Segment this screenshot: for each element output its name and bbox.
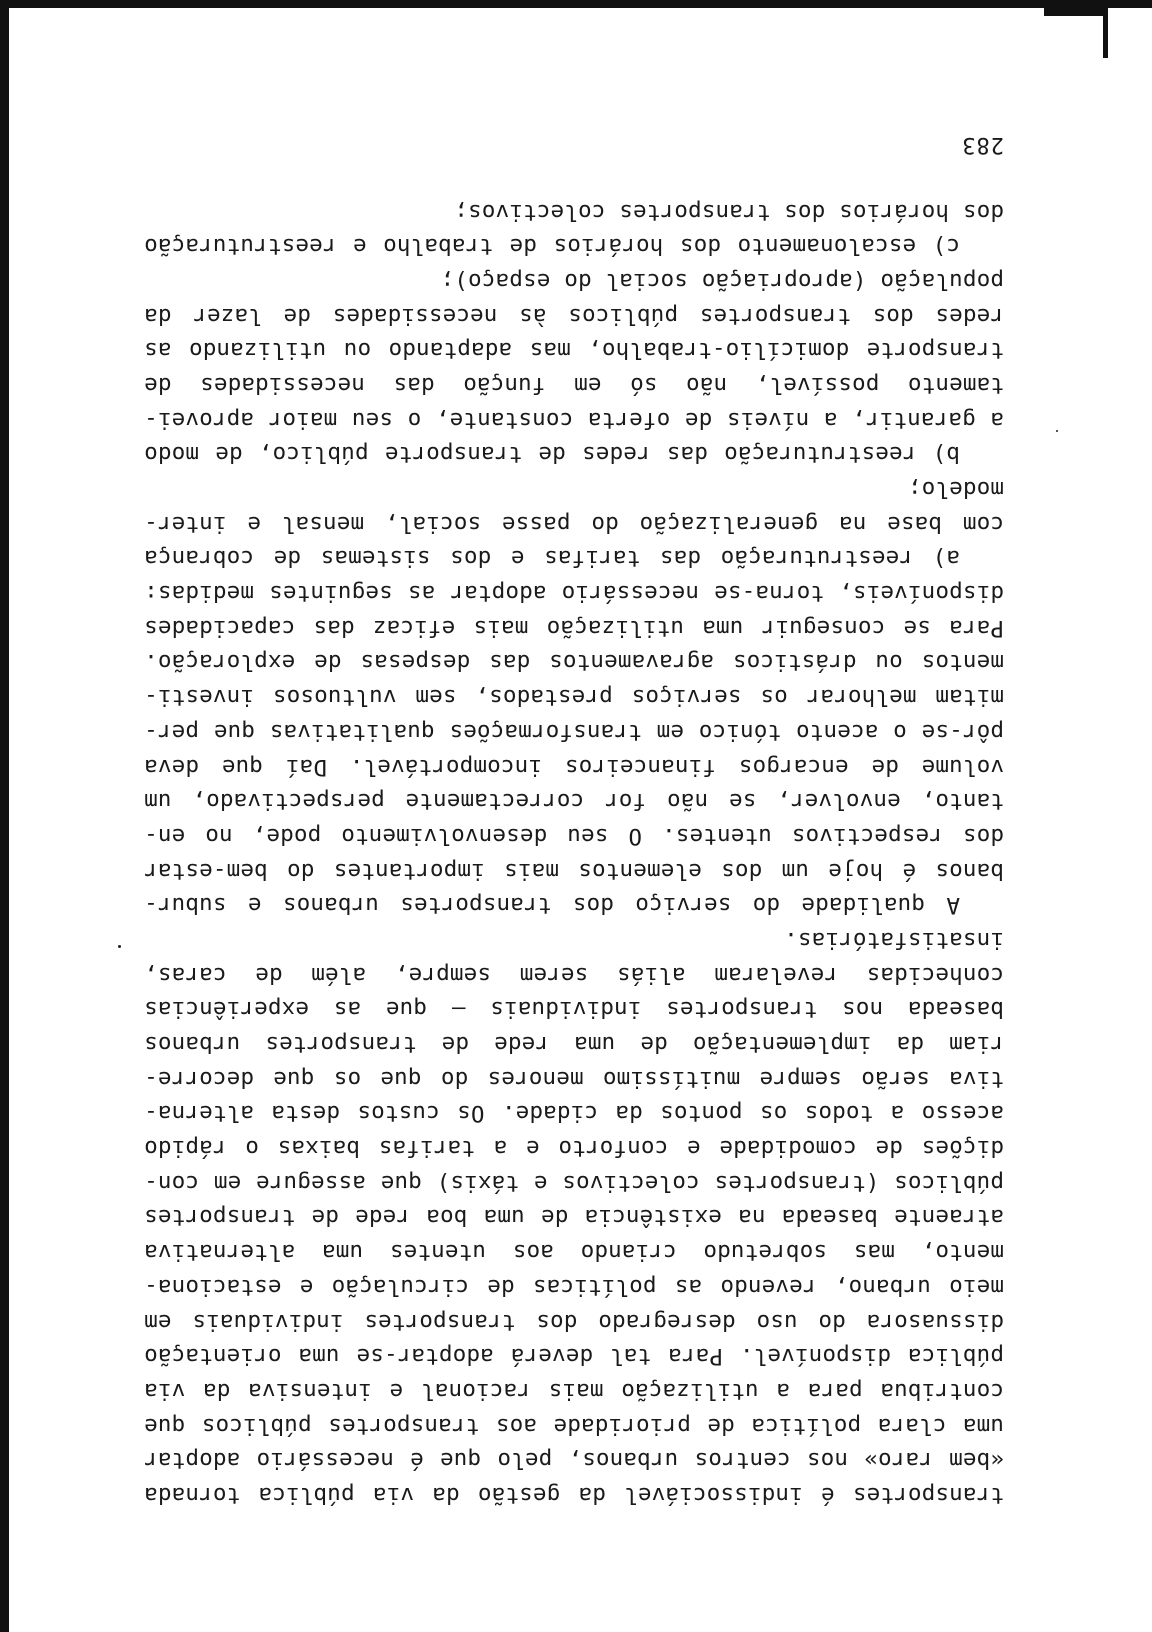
page-content [144,132,1004,1512]
text-line: «bem raro» nos centros urbanos, pelo que é necessário adoptar [144,1447,1004,1474]
text-line: disponíveis, torna-se necessário adoptar as seguintes medidas: [144,580,1004,607]
text-line: c) escalonamento dos horários de trabalho e reestruturação [144,233,960,260]
page-number: 283 [961,132,1004,157]
text-line: mitam melhorar os serviços prestados, sem vultuosos investi- [144,684,1004,711]
text-line: tiva serão sempre muitíssimo menores do que os que decorre- [144,1065,1004,1092]
text-line: pública disponível. Para tal deverá adoptar-se uma orientação [144,1343,1004,1370]
text-line: mento, mas sobretudo criando aos utentes uma alternativa [144,1239,1004,1266]
text-line: riam da implementação de uma rede de transportes urbanos [144,1031,1004,1058]
text-line: a) reestruturação das tarifas e dos sistemas de cobrança [144,545,960,572]
corner-crop-mark [1044,8,1108,26]
text-line: b) reestruturação das redes de transporte público, de modo [144,441,960,468]
text-line: públicos (transportes colectivos e táxis) que assegure em con- [144,1169,1004,1196]
text-line: volume de encargos financeiros incomportável. Daí que deva [144,753,1004,780]
text-line: meio urbano, revendo as políticas de circulação e estaciona- [144,1273,1004,1300]
scan-edge-left [0,0,9,1632]
text-line: A qualidade do serviço dos transportes urbanos e subur- [144,892,960,919]
speck [1056,430,1058,432]
text-line: dições de comodidade e conforto e a tarifas baixas o rápido [144,1135,1004,1162]
text-line: a garantir, a níveis de oferta constante, o seu maior aprovei- [144,406,1004,433]
text-line: população (apropriação social do espaço); [440,267,1004,294]
scan-edge-top [0,0,1152,8]
text-line: banos é hoje um dos elementos mais importantes do bem-estar [144,857,1004,884]
text-line: dos horários dos transportes colectivos; [454,198,1004,225]
text-line: transporte domicílio-trabalho, mas adaptando ou utilizando as [144,337,1004,364]
text-line: insatisfatórias. [784,927,1004,953]
speck [118,945,121,948]
text-line: conhecidas revelaram aliás serem sempre, além de caras, [144,961,1004,988]
text-line: atraente baseada na existência de uma boa rede de transportes [144,1204,1004,1231]
body-text [144,194,1004,1512]
text-line: contribua para a utilização mais racional e intensiva da via [144,1377,1004,1404]
text-line: Para se conseguir uma utilização mais eficaz das capacidades [144,614,1004,641]
text-line: baseada nos transportes individuais — que as experiências [144,996,1004,1023]
text-line: redes dos transportes públicos às necessidades de lazer da [144,302,1004,329]
text-line: uma clara política de prioridade aos transportes públicos que [144,1412,1004,1439]
text-line: transportes é indissociável da gestão da via pública tornada [144,1482,1004,1508]
text-line: tamento possível, não só em função das necessidades de [144,372,1004,398]
text-line: com base na generalização do passe social, mensal e inter- [144,510,1004,537]
text-line: dissuasora do uso desregrado dos transportes individuais em [144,1308,1004,1335]
text-line: pôr-se o acento tónico em transformações qualitativas que per- [144,718,1004,745]
text-line: mentos ou drásticos agravamentos das despesas de exploração. [144,649,1004,676]
text-line: tanto, envolver, se não for correctamente perspectivado, um [144,788,1004,815]
text-line: acesso a todos os pontos da cidade. Os custos desta alterna- [144,1100,1004,1127]
text-line: dos respectivos utentes. O seu desenvolvimento pode, no en- [144,822,1004,849]
text-line: modelo; [907,476,1004,503]
